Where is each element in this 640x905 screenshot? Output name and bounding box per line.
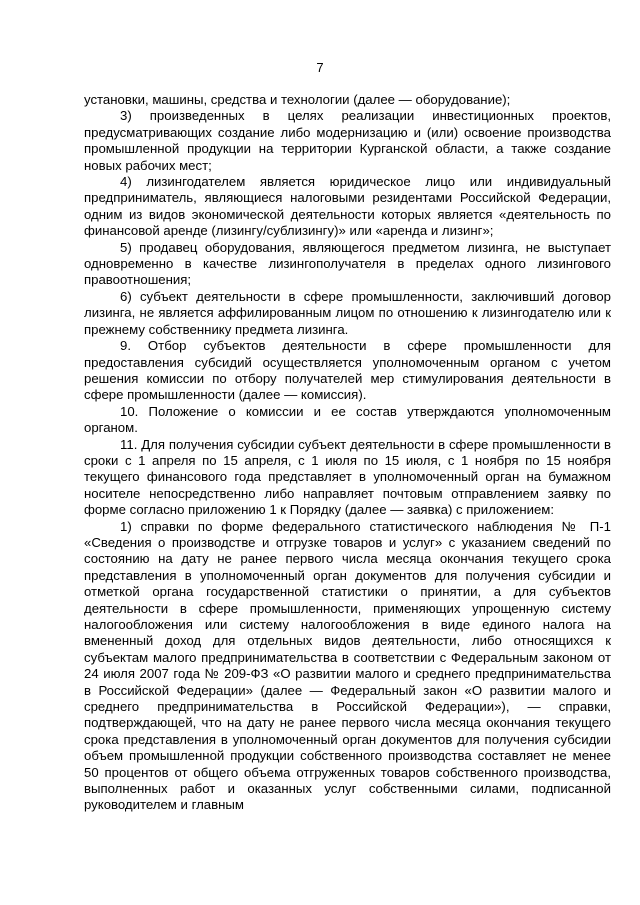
document-body xyxy=(84,92,611,814)
paragraph: 5) продавец оборудования, являющегося предметом лизинга, не выступает одновременно в качестве лизингополучателя в пределах одного лизингового правоотношения; xyxy=(84,239,611,288)
paragraph: 1) справки по форме федерального статистического наблюдения № П-1 «Сведения о производстве и отгрузке товаров и услуг» с указанием сведений по состоянию на дату не ранее первого числа месяца окончания текущего срока представления в уполномоченный орган документов для получения субсидии и отметкой органа государственной статистики о принятии, а для субъектов деятельности в сфере промышленности, применяющих упрощенную систему налогообложения или систему налогообложения в виде единого налога на вмененный доход для отдельных видов деятельности, либо относящихся к субъектам малого предпринимательства в соответствии с Федеральным законом от 24 июля 2007 года № 209-ФЗ «О развитии малого и среднего предпринимательства в Российской Федерации» (далее — Федеральный закон «О развитии малого и среднего предпринимательства в Российской Федерации»), — справки, подтверждающей, что на дату не ранее первого числа месяца окончания текущего срока представления в уполномоченный орган документов для получения субсидии объем промышленной продукции собственного производства составляет не менее 50 процентов от общего объема отгруженных товаров собственного производства, выполненных работ и оказанных услуг собственными силами, подписанной руководителем и главным xyxy=(84,518,611,813)
paragraph: 10. Положение о комиссии и ее состав утверждаются уполномоченным органом. xyxy=(84,403,611,436)
paragraph: 11. Для получения субсидии субъект деятельности в сфере промышленности в сроки с 1 апреля по 15 апреля, с 1 июля по 15 июля, с 1 ноября по 15 ноября текущего финансового года представляет в уполномоченный орган на бумажном носителе непосредственно либо направляет почтовым отправлением заявку по форме согласно приложению 1 к Порядку (далее — заявка) с приложением: xyxy=(84,436,611,518)
paragraph: 6) субъект деятельности в сфере промышленности, заключивший договор лизинга, не является аффилированным лицом по отношению к лизингодателю или к прежнему собственнику предмета лизинга. xyxy=(84,288,611,337)
paragraph: 9. Отбор субъектов деятельности в сфере промышленности для предоставления субсидий осуществляется уполномоченным органом с учетом решения комиссии по отбору получателей мер стимулирования деятельности в сфере промышленности (далее — комиссия). xyxy=(84,338,611,403)
paragraph: 3) произведенных в целях реализации инвестиционных проектов, предусматривающих создание либо модернизацию и (или) освоение производства промышленной продукции на территории Курганской области, а также создание новых рабочих мест; xyxy=(84,108,611,173)
page-number: 7 xyxy=(316,60,324,75)
paragraph: 4) лизингодателем является юридическое лицо или индивидуальный предприниматель, являющиеся налоговыми резидентами Российской Федерации, одним из видов экономической деятельности которых является «деятельность по финансовой аренде (лизингу/сублизингу)» или «аренда и лизинг»; xyxy=(84,174,611,239)
paragraph: установки, машины, средства и технологии (далее — оборудование); xyxy=(84,92,511,107)
